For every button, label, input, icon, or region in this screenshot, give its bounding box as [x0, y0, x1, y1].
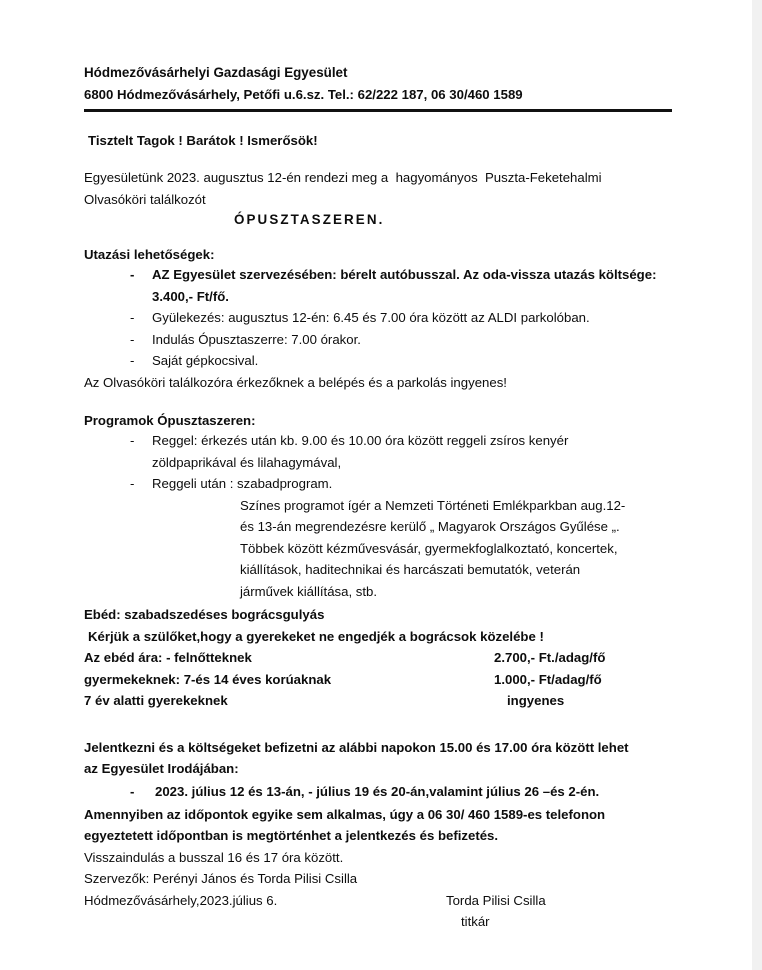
bullet-dash-icon: - [130, 331, 135, 347]
signup-dates-item [84, 780, 684, 804]
list-item-label: Reggel: érkezés után kb. 9.00 és 10.00 óra között reggeli zsíros kenyér [152, 433, 569, 448]
signup-line-2: az Egyesület Irodájában: [84, 761, 239, 776]
bullet-dash-icon: - [130, 433, 135, 448]
organization-address: 6800 Hódmezővásárhely, Petőfi u.6.sz. Tel.: 62/222 187, 06 30/460 1589 [84, 87, 523, 102]
list-item [84, 430, 684, 452]
signer-name: Torda Pilisi Csilla [446, 892, 546, 908]
price-label: gyermekeknek: 7-és 14 éves korúaknak [84, 671, 332, 687]
list-item-label: Gyülekezés: augusztus 12-én: 6.45 és 7.00 óra között az ALDI parkolóban. [152, 310, 590, 325]
bullet-dash-icon: - [130, 476, 135, 491]
event-location-title: ÓPUSZTASZEREN. [234, 212, 385, 227]
travel-footnote: Az Olvasóköri találkozóra érkezőknek a belépés és a parkolás ingyenes! [84, 374, 507, 390]
program-details-line: és 13-án megrendezésre kerülő „ Magyarok Országos Gyűlése „. [240, 519, 620, 534]
bullet-dash-icon: - [130, 310, 135, 325]
document-content [84, 62, 684, 933]
list-item [84, 473, 684, 495]
program-list [84, 430, 684, 495]
intro-line-1: Egyesületünk 2023. augusztus 12-én rendezi meg a hagyományos Puszta-Feketehalmi [84, 170, 602, 185]
organizers-line: Szervezők: Perényi János és Torda Pilisi Csilla [84, 871, 358, 886]
letterhead [84, 62, 684, 112]
price-label: 7 év alatti gyerekeknek [84, 693, 228, 708]
list-item-label: Saját gépkocsival. [152, 353, 259, 368]
program-details-line: Színes programot ígér a Nemzeti Történeti Emlékparkban aug.12- [240, 497, 626, 513]
travel-heading: Utazási lehetőségek: [84, 247, 215, 262]
signup-line-3: Amennyiben az időpontok egyike sem alkalmas, úgy a 06 30/ 460 1589-es telefonon [84, 806, 606, 822]
price-amount: 2.700,- Ft./adag/fő [494, 650, 606, 665]
bullet-dash-icon: - [130, 267, 135, 282]
header-divider [84, 109, 672, 112]
bullet-dash-icon: - [130, 353, 135, 368]
list-item [84, 350, 684, 372]
signup-line-4: egyeztetett időpontban is megtörténhet a jelentkezés és befizetés. [84, 828, 499, 843]
signup-dates-label: 2023. július 12 és 13-án, - július 19 és 20-án,valamint július 26 –és 2-én. [155, 783, 600, 799]
list-item [84, 307, 684, 329]
price-amount: 1.000,- Ft/adag/fő [494, 671, 602, 687]
table-row [84, 690, 684, 712]
price-amount: ingyenes [507, 693, 565, 708]
program-details-line: kiállítások, haditechnikai és harcászati bemutatók, veterán [240, 562, 581, 577]
lunch-heading: Ebéd: szabadszedéses bográcsgulyás [84, 607, 325, 622]
signer-title: titkár [461, 914, 490, 929]
list-item [84, 329, 684, 351]
travel-list [84, 264, 684, 372]
intro-line-2: Olvasóköri találkozót [84, 191, 206, 207]
organization-name: Hódmezővásárhelyi Gazdasági Egyesület [84, 65, 348, 80]
program-details [84, 495, 684, 603]
return-info: Visszaindulás a busszal 16 és 17 óra között. [84, 849, 344, 865]
intro-paragraph [84, 167, 684, 210]
place-date: Hódmezővásárhely,2023.július 6. [84, 892, 278, 908]
closing-section [84, 847, 684, 933]
bullet-dash-icon: - [130, 783, 135, 799]
signup-line-1: Jelentkezni és a költségeket befizetni az alábbi napokon 15.00 és 17.00 óra között lehet [84, 739, 629, 755]
signature-row [84, 890, 684, 912]
signup-section [84, 737, 684, 847]
program-details-line: járművek kiállítása, stb. [240, 583, 378, 599]
table-row [84, 647, 684, 669]
program-heading: Programok Ópusztaszeren: [84, 413, 256, 428]
page-edge-strip [752, 0, 762, 970]
list-item-label: AZ Egyesület szervezésében: bérelt autóbusszal. Az oda-vissza utazás költsége: [152, 267, 657, 282]
price-label: Az ebéd ára: - felnőtteknek [84, 650, 252, 665]
list-item-continuation: zöldpaprikával és lilahagymával, [152, 454, 342, 470]
list-item [84, 264, 684, 286]
table-row [84, 669, 684, 691]
greeting-line: Tisztelt Tagok ! Barátok ! Ismerősök! [88, 133, 318, 148]
program-details-line: Többek között kézművesvásár, gyermekfoglalkoztató, koncertek, [240, 540, 618, 556]
list-item-label: Reggeli után : szabadprogram. [152, 476, 333, 491]
list-item-label: Indulás Ópusztaszerre: 7.00 órakor. [152, 331, 361, 347]
list-item-continuation: 3.400,- Ft/fő. [152, 288, 229, 304]
lunch-price-table [84, 647, 684, 712]
lunch-warning: Kérjük a szülőket,hogy a gyerekeket ne engedjék a bográcsok közelébe ! [88, 628, 544, 644]
